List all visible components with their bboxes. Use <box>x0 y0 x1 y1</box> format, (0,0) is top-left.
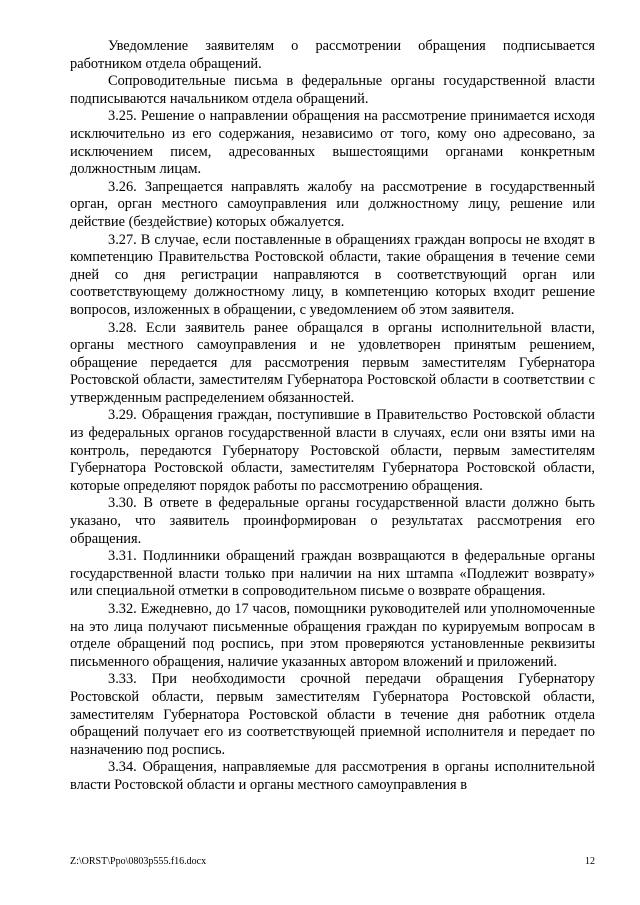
paragraph-3-27: 3.27. В случае, если поставленные в обращениях граждан вопросы не входят в компетенцию Правительства Ростовской области, такие обращения в течение семи дней со дня регистрации направляются в соответствующий орган или соответствующему должностному лицу, в компетенцию которых входит решение вопросов, изложенных в обращении, с уведомлением об этом заявителя. <box>70 231 595 318</box>
paragraph-3-26: 3.26. Запрещается направлять жалобу на рассмотрение в государственный орган, орган местного самоуправления или должностному лицу, решение или действие (бездействие) которых обжалуется. <box>70 178 595 230</box>
page-footer <box>70 856 595 867</box>
paragraph-3-31: 3.31. Подлинники обращений граждан возвращаются в федеральные органы государственной власти только при наличии на них штампа «Подлежит возврату» или специальной отметки в сопроводительном письме о возврате обращения. <box>70 548 595 600</box>
paragraph-3-30: 3.30. В ответе в федеральные органы государственной власти должно быть указано, что заявитель проинформирован о результатах рассмотрения его обращения. <box>70 495 595 547</box>
footer-page-number: 12 <box>585 856 595 867</box>
footer-file-path: Z:\ORST\Ppo\0803p555.f16.docx <box>70 856 207 867</box>
paragraph-3-33: 3.33. При необходимости срочной передачи обращения Губернатору Ростовской области, первым заместителям Губернатора Ростовской области, заместителям Губернатора Ростовской области в течение дня работник отдела обращений получает его из соответствующей приемной исполнителя и передает по назначению под роспись. <box>70 671 595 758</box>
document-body <box>70 38 595 795</box>
paragraph-notification: Уведомление заявителям о рассмотрении обращения подписывается работником отдела обращений. <box>70 38 595 72</box>
paragraph-cover-letters: Сопроводительные письма в федеральные органы государственной власти подписываются начальником отдела обращений. <box>70 73 595 107</box>
paragraph-3-34: 3.34. Обращения, направляемые для рассмотрения в органы исполнительной власти Ростовской области и органы местного самоуправления в <box>70 759 595 793</box>
paragraph-3-25: 3.25. Решение о направлении обращения на рассмотрение принимается исходя исключительно из его содержания, независимо от того, кому оно адресовано, за исключением писем, адресованных вышестоящими органами конкретным должностным лицам. <box>70 108 595 178</box>
paragraph-3-29: 3.29. Обращения граждан, поступившие в Правительство Ростовской области из федеральных органов государственной власти в случаях, если они взяты ими на контроль, передаются Губернатору Ростовской области, первым заместителям Губернатора Ростовской области, заместителям Губернатора Ростовской области, которые определяют порядок работы по рассмотрению обращения. <box>70 407 595 494</box>
paragraph-3-32: 3.32. Ежедневно, до 17 часов, помощники руководителей или уполномоченные на это лица получают письменные обращения граждан по курируемым вопросам в отделе обращений под роспись, при этом проверяются установленные реквизиты письменного обращения, наличие указанных автором вложений и приложений. <box>70 601 595 670</box>
paragraph-3-28: 3.28. Если заявитель ранее обращался в органы исполнительной власти, органы местного самоуправления и не удовлетворен принятым решением, обращение передается для рассмотрения первым заместителям Губернатора Ростовской области, заместителям Губернатора Ростовской области в соответствии с утвержденным распределением обязанностей. <box>70 319 595 406</box>
